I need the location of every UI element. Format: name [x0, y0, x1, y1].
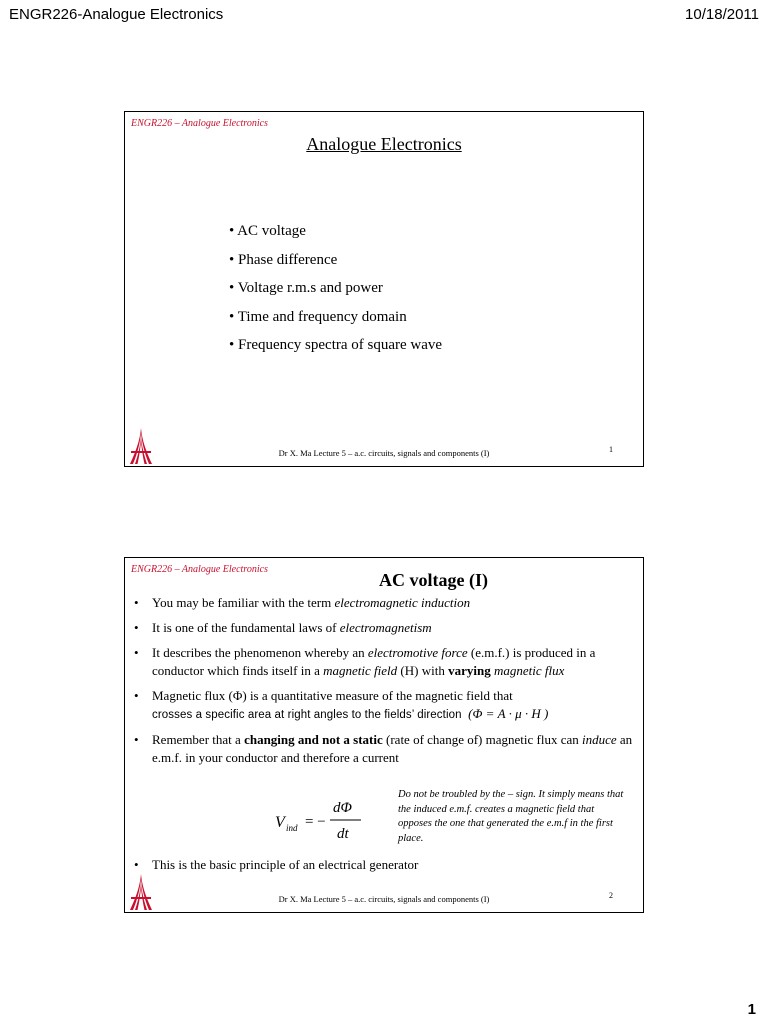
text-run: (rate of change of) magnetic flux can	[382, 732, 582, 747]
list-item: • Voltage r.m.s and power	[229, 280, 383, 296]
formula-subscript: ind	[286, 823, 298, 833]
formula-equals: = −	[305, 814, 326, 830]
slide-number: 1	[609, 445, 613, 454]
list-item: • Frequency spectra of square wave	[229, 337, 443, 353]
emphasis-text: electromagnetism	[339, 620, 432, 635]
text-run: an e.m.f. in your conductor and therefore a current	[152, 732, 633, 765]
slide-footer: Dr X. Ma Lecture 5 – a.c. circuits, signals and components (I)	[278, 894, 490, 904]
emphasis-text: induce	[582, 732, 617, 747]
formula-lhs: V	[275, 814, 285, 831]
text-run: You may be familiar with the term	[152, 595, 335, 610]
document-header-date: 10/18/2011	[685, 6, 759, 23]
list-item	[133, 687, 638, 724]
text-run: (e.m.f.) is produced in a conductor which finds itself in a	[152, 645, 596, 678]
list-item: • This is the basic principle of an electrical generator	[133, 856, 657, 874]
list-item	[133, 644, 638, 680]
sign-note: Do not be troubled by the – sign. It simply means that the induced e.m.f. creates a magnetic field that opposes the one that generated the e.m.f in the first place.	[398, 789, 624, 844]
text-run: (H) with	[397, 663, 449, 678]
slide-number: 2	[609, 891, 613, 900]
text-run: Magnetic flux (Φ) is a quantitative measure of the magnetic field that	[152, 688, 513, 703]
formula-numerator: dΦ	[333, 800, 352, 816]
list-item: • AC voltage	[229, 223, 306, 239]
strong-text: varying	[448, 663, 491, 678]
emphasis-text: electromotive force	[367, 645, 468, 660]
university-logo-icon	[128, 873, 154, 911]
slide-footer: Dr X. Ma Lecture 5 – a.c. circuits, signals and components (I)	[278, 448, 490, 458]
strong-text: changing and not a static	[244, 732, 383, 747]
flux-formula: (Φ = A · μ · H )	[468, 706, 549, 721]
list-item	[133, 619, 638, 637]
slide-2	[124, 557, 644, 913]
topic-list	[229, 223, 442, 366]
emphasis-text: electromagnetic induction	[334, 595, 471, 610]
document-header-title: ENGR226-Analogue Electronics	[9, 6, 224, 23]
list-item: • Time and frequency domain	[229, 308, 407, 325]
list-item	[133, 731, 638, 767]
text-run: It describes the phenomenon whereby an	[152, 645, 368, 660]
emphasis-text: magnetic flux	[490, 663, 565, 678]
text-run: It is one of the fundamental laws of	[152, 620, 340, 635]
emphasis-text: magnetic field	[323, 663, 398, 678]
slide-title: Analogue Electronics	[306, 134, 462, 154]
page-number: 1	[747, 1001, 756, 1018]
text-run: Remember that a	[152, 732, 245, 747]
slide-course-label: ENGR226 – Analogue Electronics	[131, 118, 268, 129]
slide-course-label: ENGR226 – Analogue Electronics	[131, 564, 268, 575]
bullet-list	[133, 594, 638, 774]
text-run: crosses a specific area at right angles to the fields’ direction	[152, 709, 462, 721]
university-logo-icon	[128, 427, 154, 465]
formula-row	[133, 790, 638, 855]
formula-denominator: dt	[337, 826, 349, 842]
slide-title: AC voltage (I)	[379, 570, 488, 590]
induction-formula	[273, 792, 377, 848]
list-item	[133, 594, 638, 612]
slide-1	[124, 111, 644, 467]
list-item: • Phase difference	[229, 251, 338, 268]
